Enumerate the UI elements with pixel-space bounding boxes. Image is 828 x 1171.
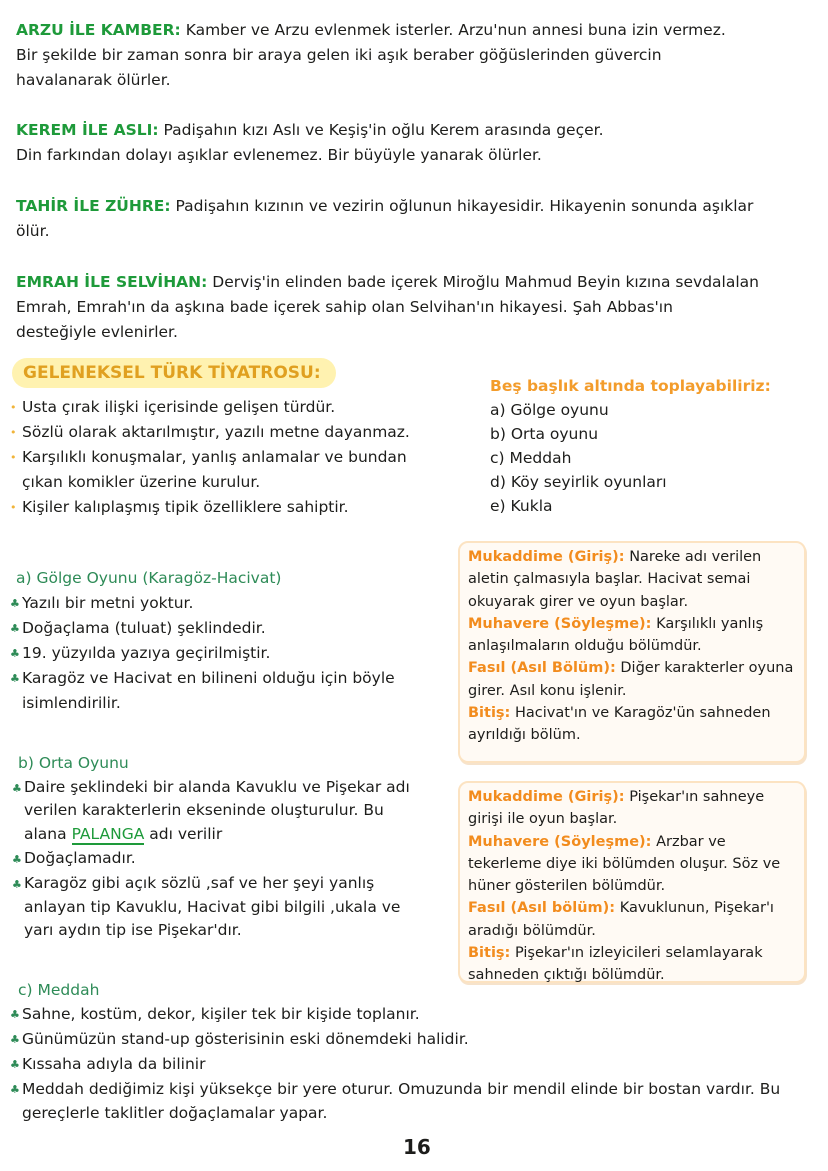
- story-kerem-asli: [16, 118, 816, 168]
- box-text: Pişekar'ın sahneye girişi ile oyun başlar.: [468, 789, 765, 828]
- list-item-text: Doğaçlama (tuluat) şeklindedir.: [22, 619, 266, 637]
- section-title: GELENEKSEL TÜRK TİYATROSU:: [12, 358, 336, 388]
- story-text: Bir şekilde bir zaman sonra bir araya gelen iki aşık beraber göğüslerinden güvercin: [16, 46, 662, 64]
- box-label: Bitiş:: [468, 945, 511, 962]
- list-item: [10, 395, 440, 420]
- orta-section: [12, 752, 422, 943]
- bullet-icon: ♣: [10, 1083, 20, 1096]
- box-item: [468, 657, 796, 702]
- orta-title: b) Orta Oyunu: [18, 754, 129, 772]
- box-label: Mukaddime (Giriş):: [468, 549, 625, 565]
- list-item-text: Usta çırak ilişki içerisinde gelişen türdür.: [22, 398, 336, 416]
- list-item: [12, 847, 422, 872]
- list-item: [10, 420, 440, 445]
- story-text: Derviş'in elinden bade içerek Miroğlu Mahmud Beyin kızına sevdalalan: [212, 273, 759, 291]
- palanga-keyword: PALANGA: [71, 825, 145, 844]
- bullet-icon: ♣: [10, 672, 20, 685]
- list-item: b) Orta oyunu: [490, 425, 599, 443]
- meddah-section: [10, 978, 818, 1125]
- list-item: e) Kukla: [490, 497, 553, 515]
- bullet-icon: •: [10, 451, 17, 464]
- story-tahir-zuhre: [16, 194, 816, 244]
- bullet-icon: ♣: [10, 1058, 20, 1071]
- box-text: Pişekar'ın izleyicileri selamlayarak sahneden çıktığı bölümdür.: [468, 945, 763, 984]
- list-item-text: Kıssaha adıyla da bilinir: [22, 1055, 206, 1073]
- box-text: Karşılıklı yanlış anlaşılmaların olduğu bölümdür.: [468, 615, 764, 655]
- story-emrah-selvihan: [16, 270, 816, 345]
- bullet-icon: ♣: [12, 781, 22, 795]
- list-item-text: 19. yüzyılda yazıya geçirilmiştir.: [22, 644, 271, 662]
- box-text: Hacivat'ın ve Karagöz'ün sahneden ayrıldığı bölüm.: [468, 705, 771, 744]
- story-text: Kamber ve Arzu evlenmek isterler. Arzu'nun annesi buna izin vermez.: [185, 21, 726, 39]
- orta-structure-box: [458, 781, 806, 983]
- bullet-icon: ♣: [10, 1033, 20, 1046]
- list-item-text: [24, 776, 422, 847]
- golge-title: a) Gölge Oyunu (Karagöz-Hacivat): [16, 569, 282, 587]
- bullet-icon: ♣: [12, 877, 22, 891]
- story-text: ölür.: [16, 222, 50, 240]
- story-arzu-kamber: [16, 18, 816, 93]
- story-text: desteğiyle evlenirler.: [16, 323, 178, 341]
- bullet-icon: ♣: [10, 1008, 20, 1021]
- bullet-icon: ♣: [10, 647, 20, 660]
- box-text: Diğer karakterler oyuna girer. Asıl konu işlenir.: [468, 660, 794, 699]
- box-label: Fasıl (Asıl Bölüm):: [468, 660, 616, 677]
- list-item-text: Yazılı bir metni yoktur.: [22, 594, 194, 612]
- list-item: [10, 616, 440, 641]
- story-title: TAHİR İLE ZÜHRE:: [16, 197, 171, 215]
- list-item-text: Kişiler kalıplaşmış tipik özelliklere sahiptir.: [22, 498, 349, 516]
- list-item: [10, 1077, 818, 1125]
- list-item: [10, 666, 440, 716]
- types-heading: Beş başlık altında toplayabiliriz:: [490, 377, 771, 395]
- box-label: Bitiş:: [468, 705, 511, 722]
- story-title: EMRAH İLE SELVİHAN:: [16, 273, 208, 291]
- story-title: ARZU İLE KAMBER:: [16, 21, 181, 39]
- orta-p1-end: adı verilir: [149, 825, 223, 844]
- box-item: [468, 546, 796, 613]
- list-item-text: Sözlü olarak aktarılmıştır, yazılı metne dayanmaz.: [22, 423, 410, 441]
- list-item: [12, 776, 422, 847]
- list-item: [10, 495, 440, 520]
- story-title: KEREM İLE ASLI:: [16, 121, 159, 139]
- list-item: c) Meddah: [490, 449, 572, 467]
- box-text: Kavuklunun, Pişekar'ı aradığı bölümdür.: [468, 900, 774, 939]
- list-item: [10, 1002, 818, 1027]
- box-item: [468, 897, 796, 942]
- bullet-icon: •: [10, 501, 17, 514]
- box-item: [468, 831, 796, 898]
- bullet-icon: ♣: [10, 622, 20, 635]
- box-label: Muhavere (Söyleşme):: [468, 615, 652, 632]
- orta-p1-text: Daire şeklindeki bir alanda Kavuklu ve Pişekar adı verilen karakterlerin ekseninde oluşturulur. Bu alana: [24, 777, 410, 844]
- story-text: Padişahın kızı Aslı ve Keşiş'in oğlu Kerem arasında geçer.: [163, 121, 604, 139]
- story-text: Din farkından dolayı aşıklar evlenemez. Bir büyüyle yanarak ölürler.: [16, 146, 542, 164]
- box-item: [468, 702, 796, 747]
- story-text: Padişahın kızının ve vezirin oğlunun hikayesidir. Hikayenin sonunda aşıklar: [175, 197, 754, 215]
- list-item-text: Meddah dediğimiz kişi yüksekçe bir yere oturur. Omuzunda bir mendil elinde bir bostan vardır. Bu gereçlerle taklitler doğaçlamalar yapar.: [22, 1080, 781, 1122]
- list-item: [10, 641, 440, 666]
- list-item-text: Günümüzün stand-up gösterisinin eski dönemdeki halidir.: [22, 1030, 469, 1048]
- list-item: [10, 1052, 818, 1077]
- list-item: [10, 591, 440, 616]
- bullet-icon: ♣: [10, 597, 20, 610]
- story-text: havalanarak ölürler.: [16, 71, 171, 89]
- list-item: [10, 1027, 818, 1052]
- story-text: Emrah, Emrah'ın da aşkına bade içerek sahip olan Selvihan'ın hikayesi. Şah Abbas'ın: [16, 298, 673, 316]
- page-number: 16: [403, 1135, 431, 1159]
- bullet-icon: •: [10, 426, 17, 439]
- list-item-text: Doğaçlamadır.: [24, 848, 136, 867]
- list-item-text: Karagöz ve Hacivat en bilineni olduğu için böyle isimlendirilir.: [22, 669, 395, 712]
- types-list: [490, 374, 820, 518]
- list-item-text: Karagöz gibi açık sözlü ,saf ve her şeyi yanlış anlayan tip Kavuklu, Hacivat gibi bilgili ,ukala ve yarı aydın tip ise Pişekar'dır.: [24, 873, 401, 940]
- bullet-icon: ♣: [12, 852, 22, 866]
- list-item-text: Karşılıklı konuşmalar, yanlış anlamalar ve bundan çıkan komikler üzerine kurulur.: [22, 448, 407, 491]
- bullet-icon: •: [10, 401, 17, 414]
- list-item: [12, 872, 422, 943]
- meddah-title: c) Meddah: [18, 981, 100, 999]
- golge-section: [10, 566, 440, 716]
- list-item: [10, 445, 440, 495]
- general-points: [10, 395, 440, 520]
- box-label: Fasıl (Asıl bölüm):: [468, 900, 616, 917]
- golge-structure-box: [458, 541, 806, 763]
- list-item: d) Köy seyirlik oyunları: [490, 473, 667, 491]
- box-text: Nareke adı verilen aletin çalmasıyla başlar. Hacivat semai okuyarak girer ve oyun başlar.: [468, 549, 762, 610]
- box-text: Arzbar ve tekerleme diye iki bölümden oluşur. Söz ve hüner gösterilen bölümdür.: [468, 833, 781, 895]
- list-item: a) Gölge oyunu: [490, 401, 609, 419]
- box-item: [468, 613, 796, 658]
- box-label: Muhavere (Söyleşme):: [468, 833, 652, 850]
- box-label: Mukaddime (Giriş):: [468, 789, 625, 805]
- box-item: [468, 786, 796, 831]
- list-item-text: Sahne, kostüm, dekor, kişiler tek bir kişide toplanır.: [22, 1005, 420, 1023]
